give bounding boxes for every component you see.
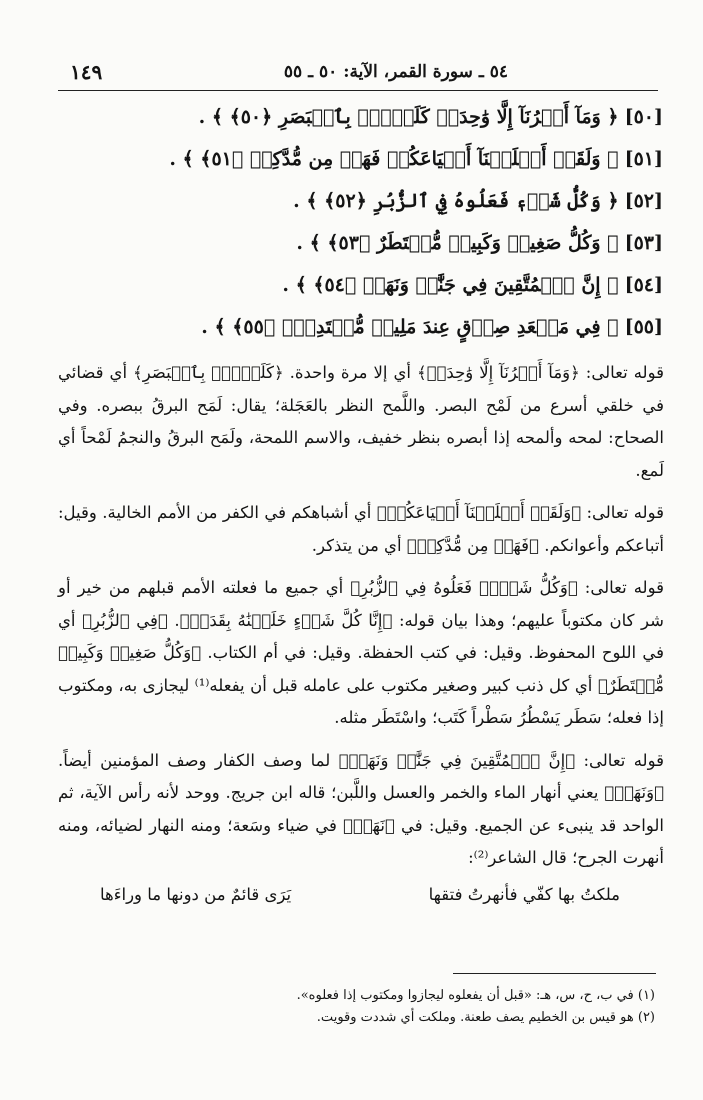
poem-first-hemistich: ملكتُ بها كفّي فأنهرتُ فتقها [428,885,620,904]
page-number: ١٤٩ [70,60,103,84]
verse-text: ﴿ وَمَآ أَمۡرُنَآ إِلَّا وَٰحِدَةٞ كَلَمۡحِۭ بِٱلۡبَصَرِ ﴿٥٠﴾ ﴾ . [198,106,619,128]
verse-number: [٥٤] [624,274,663,296]
verse-line [58,306,663,348]
footnote-divider [453,973,656,974]
verse-line [58,222,663,264]
verse-text: ﴿ وَكُلُّ صَغِيرٖ وَكَبِيرٖ مُّسۡتَطَرٌ ﴿٥٣﴾ ﴾ . [296,232,619,254]
poem-second-hemistich: يَرَى قائمٌ من دونها ما وراءَها [100,885,292,904]
verse-text: ﴿ وَكُلُّ شَيۡءٖ فَعَلُوهُ فِي ٱلزُّبُرِ ﴿٥٢﴾ ﴾ . [293,190,619,212]
verse-number: [٥٥] [624,316,663,338]
footnote: (٢) هو قيس بن الخطيم يصف طعنة. وملكت أي شددت وقويت. [316,1010,655,1025]
verse-text: ﴿ إِنَّ ٱلۡمُتَّقِينَ فِي جَنَّٰتٖ وَنَهَرٖ ﴿٥٤﴾ ﴾ . [282,274,619,296]
verses-block [58,96,663,348]
verse-number: [٥١] [624,148,663,170]
commentary-block [58,357,664,885]
verse-line [58,264,663,306]
verse-line [58,138,663,180]
verse-line [58,180,663,222]
commentary-paragraph: قوله تعالى: ﴿إِنَّ ٱلۡمُتَّقِينَ فِي جَنَّٰتٖ وَنَهَرٖ﴾ لما وصف الكفار وصف المؤمنين أيضاً. ﴿وَنَهَرٖ﴾ يعني أنهار الماء والخمر والعسل واللَّبن؛ قاله ابن جريج. ووحد لأنه رأس الآية، ثم الواحد قد ينبىء عن الجميع. وقيل: في ﴿نَهَرٖ﴾ في ضياء وسَعة؛ ومنه النهار لضيائه، ومنه أنهرت الجرح؛ قال الشاعر⁽²⁾: [58,750,664,867]
verse-number: [٥٣] [624,232,663,254]
footnote: (١) في ب، ح، س، هـ: «قبل أن يفعلوه ليجازوا ومكتوب إذا فعلوه». [296,988,655,1003]
commentary-paragraph: قوله تعالى: ﴿وَلَقَدۡ أَهۡلَكۡنَآ أَشۡيَاعَكُمۡ﴾ أي أشباهكم في الكفر من الأمم الخالية. وقيل: أتباعكم وأعوانكم. ﴿فَهَلۡ مِن مُّدَّكِرٖ﴾ أي من يتذكر. [58,503,664,555]
verse-number: [٥٠] [624,106,663,128]
verse-line [58,96,663,138]
running-title: ٥٤ ـ سورة القمر، الآية: ٥٠ ـ ٥٥ [283,62,508,82]
footnotes-block [240,985,655,1029]
verse-number: [٥٢] [624,190,663,212]
commentary-paragraph: قوله تعالى: ﴿وَكُلُّ شَيۡءٖ فَعَلُوهُ فِي ٱلزُّبُرِ﴾ أي جميع ما فعلته الأمم قبلهم من خير أو شر كان مكتوباً عليهم؛ وهذا بيان قوله: ﴿إِنَّا كُلَّ شَيۡءٍ خَلَقۡنَٰهُ بِقَدَرٖ﴾. ﴿فِي ٱلزُّبُرِ﴾ أي في اللوح المحفوظ. وقيل: في كتب الحفظة. وقيل: في أم الكتاب. ﴿وَكُلُّ صَغِيرٖ وَكَبِيرٖ مُّسۡتَطَرٌ﴾ أي كل ذنب كبير وصغير مكتوب على عامله قبل أن يفعله⁽¹⁾ ليجازى به، ومكتوب إذا فعله؛ سَطَر يَسْطُرُ سَطْراً كَتَب؛ واسْتَطَر مثله. [58,578,664,727]
commentary-paragraph: قوله تعالى: ﴿وَمَآ أَمۡرُنَآ إِلَّا وَٰحِدَةٞ﴾ أي إلا مرة واحدة. ﴿كَلَمۡحِۭ بِٱلۡبَصَرِ﴾ أي قضائي في خلقي أسرع من لَمْح البصر. واللَّمح النظر بالعَجَلة؛ يقال: لَمَح البرقُ ببصره. وفي الصحاح: لمحه وألمحه إذا أبصره بنظر خفيف، والاسم اللمحة، ولَمَح البرقُ والنجمُ لَمْحاً أي لَمع. [58,363,664,480]
page-header [58,56,658,91]
poem-verse [100,885,620,917]
verse-text: ﴿ فِي مَقۡعَدِ صِدۡقٍ عِندَ مَلِيكٖ مُّقۡتَدِرِۭ ﴿٥٥﴾ ﴾ . [201,316,619,338]
verse-text: ﴿ وَلَقَدۡ أَهۡلَكۡنَآ أَشۡيَاعَكُمۡ فَهَلۡ مِن مُّدَّكِرٖ ﴿٥١﴾ ﴾ . [169,148,619,170]
